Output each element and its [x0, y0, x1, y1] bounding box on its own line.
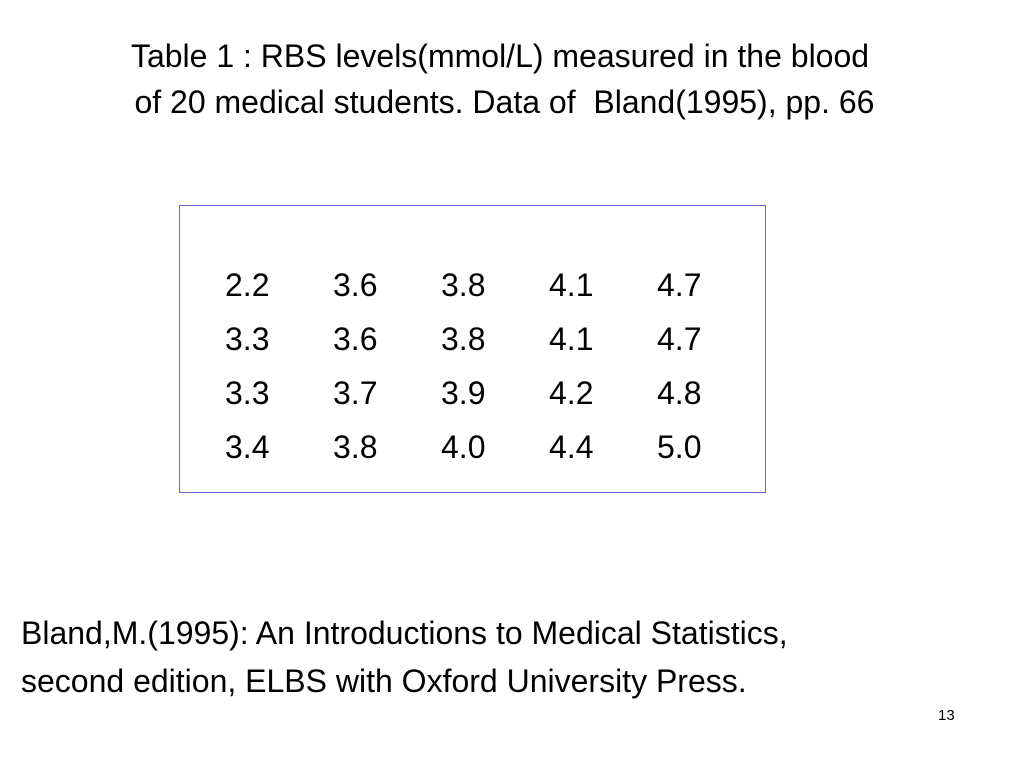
table-cell: 3.3 — [225, 320, 270, 357]
table-cell: 3.8 — [441, 266, 486, 303]
page-number: 13 — [938, 707, 955, 724]
table-cell: 4.8 — [657, 374, 702, 411]
table-cell: 4.2 — [549, 374, 594, 411]
table-cell: 4.4 — [549, 428, 594, 465]
table-cell: 3.4 — [225, 428, 270, 465]
title-line-1: Table 1 : RBS levels(mmol/L) measured in the blood — [130, 38, 870, 74]
table-cell: 3.6 — [333, 320, 378, 357]
table-cell: 4.7 — [657, 266, 702, 303]
table-row — [225, 420, 765, 474]
table-cell: 3.8 — [441, 320, 486, 357]
table-cell: 3.8 — [333, 428, 378, 465]
reference-citation — [21, 609, 788, 705]
table-cell: 3.7 — [333, 374, 378, 411]
table-cell: 3.3 — [225, 374, 270, 411]
table-cell: 3.6 — [333, 266, 378, 303]
table-cell: 4.1 — [549, 320, 594, 357]
reference-line-1: Bland,M.(1995): An Introductions to Medical Statistics, — [21, 615, 788, 651]
table-cell: 4.7 — [657, 320, 702, 357]
table-row — [225, 258, 765, 312]
table-cell: 3.9 — [441, 374, 486, 411]
data-table-box — [179, 205, 766, 493]
slide-title — [0, 33, 1000, 125]
table-row — [225, 366, 765, 420]
reference-line-2: second edition, ELBS with Oxford University Press. — [21, 663, 747, 699]
table-cell: 4.1 — [549, 266, 594, 303]
title-line-2: of 20 medical students. Data of Bland(1995), pp. 66 — [125, 84, 875, 120]
rbs-data-table — [225, 258, 765, 474]
table-row — [225, 312, 765, 366]
table-cell: 4.0 — [441, 428, 486, 465]
table-cell: 2.2 — [225, 266, 270, 303]
table-cell: 5.0 — [657, 428, 702, 465]
